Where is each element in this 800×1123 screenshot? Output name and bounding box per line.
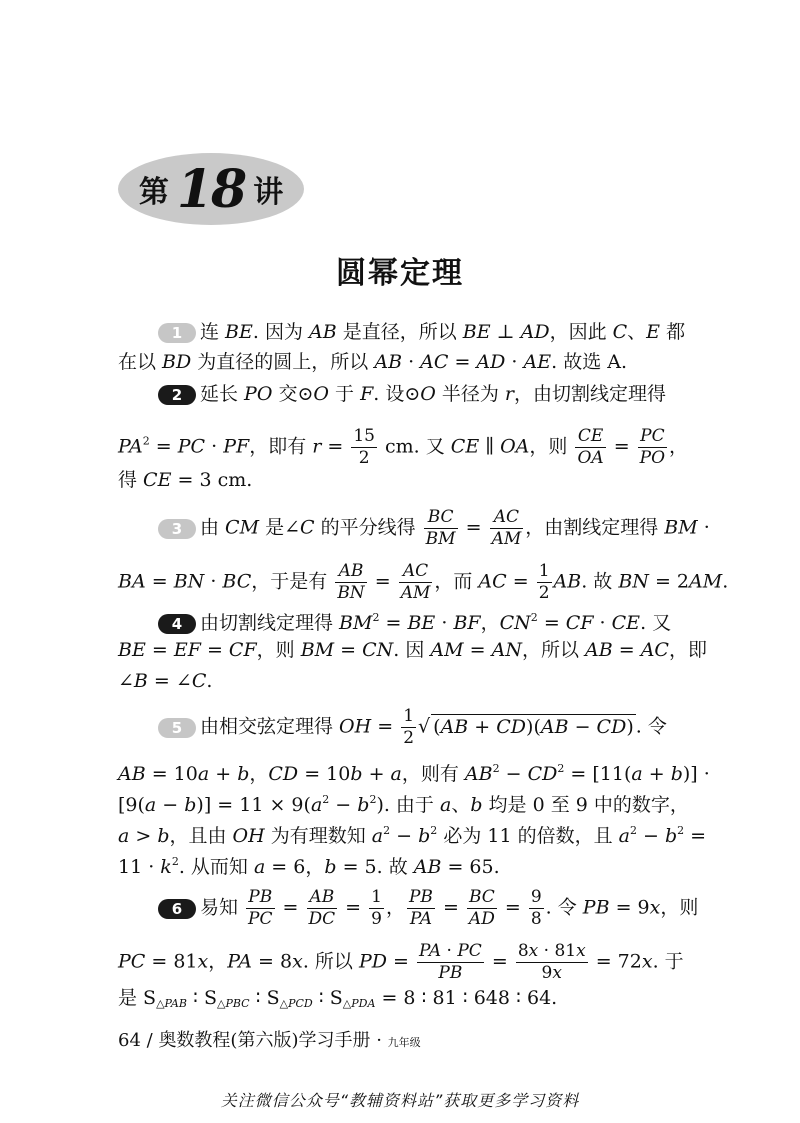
lecture-prefix: 第 xyxy=(138,175,169,210)
solution-3-line-2: BA = BN · BC，于是有 $\frac{AB}{BN}$ = $\frac{AC}{AM}$ ，而 AC = $\frac{1}{2}$ AB. 故 BN = 2AM. xyxy=(118,561,729,603)
page-title: 圆幂定理 xyxy=(336,256,464,291)
solution-4-line-3: ∠B = ∠C. xyxy=(118,670,213,692)
problem-1-badge: 1 xyxy=(158,323,196,343)
bottom-note: 关注微信公众号“教辅资料站”获取更多学习资料 xyxy=(220,1091,580,1110)
solution-5-line-4: a > b，且由 OH 为有理数知 $a^2 - b^2$ 必为 11 的倍数，且 $a^2 - b^2$ = xyxy=(118,824,707,847)
problem-6-badge: 6 xyxy=(158,899,196,919)
solution-5-line-1: 5 由相交弦定理得 OH = $\frac{1}{2}$ √ (AB + CD)(AB − CD) . 令 xyxy=(158,708,667,732)
solution-4-line-2: BE = EF = CF，则 BM = CN. 因 AM = AN，所以 AB = AC，即 xyxy=(118,639,707,661)
solution-6-line-3: 是 $S_{\triangle PAB}$ ∶ $S_{\triangle PBC}$ ∶ $S_{\triangle PCD}$ ∶ $S_{\triangle PDA} = 8$ ∶ 81 ∶ 648 ∶ 64. xyxy=(118,987,558,1010)
lecture-badge xyxy=(118,153,304,225)
page-footer xyxy=(118,1026,421,1052)
lecture-suffix: 讲 xyxy=(253,175,284,210)
solution-2-line-2: $PA^2$ = PC · PF，即有 r = $\frac{15}{2}$ cm. 又 CE ∥ OA，则 $\frac{CE}{OA}$ = $\frac{PC}{PO}$ ， xyxy=(118,426,689,468)
problem-2-badge: 2 xyxy=(158,385,196,405)
solution-2-line-3: 得 CE = 3 cm. xyxy=(118,469,253,491)
solution-6-line-2: PC = 81x，PA = 8x. 所以 PD = $\frac{PA \cdot PC}{PB}$ = $\frac{8x \cdot 81x}{9x}$ = 72x. 于 xyxy=(118,941,684,983)
solution-6-line-1: 6 易知 $\frac{PB}{PC}$ = $\frac{AB}{DC}$ = $\frac{1}{9}$ ， $\frac{PB}{PA}$ = $\frac{BC}{AD}$ = $\frac{9}{8}$ . 令 PB = 9x，则 xyxy=(158,889,698,913)
problem-3-badge: 3 xyxy=(158,519,196,539)
page-number: 64 / xyxy=(118,1030,153,1051)
grade-label: 九年级 xyxy=(387,1036,421,1049)
solution-4-line-1: 4 由切割线定理得 $BM^2$ = BE · BF，$CN^2$ = CF · CE. 又 xyxy=(158,606,671,630)
solution-3-line-1: 3 由 CM 是∠C 的平分线得 $\frac{BC}{BM}$ = $\frac{AC}{AM}$ ，由割线定理得 BM · xyxy=(158,509,710,533)
solution-1-line-2: 在以 BD 为直径的圆上，所以 AB · AC = AD · AE. 故选 A. xyxy=(118,351,627,373)
solution-5-line-5: $11 \cdot k^2$. 从而知 a = 6，b = 5. 故 AB = 65. xyxy=(118,855,500,878)
solution-1-line-1: 1 连 BE. 因为 AB 是直径，所以 BE ⊥ AD，因此 C、E 都 xyxy=(158,320,685,344)
book-title: 奥数教程(第六版)学习手册 · xyxy=(158,1030,382,1051)
solution-5-line-3: $[9(a - b)] = 11 \times 9(a^2 - b^2)$. 由于 a、b 均是 0 至 9 中的数字， xyxy=(118,793,689,816)
lecture-number: 18 xyxy=(176,158,246,220)
solution-5-line-2: AB = 10a + b，CD = 10b + a，则有 $AB^2 - CD^2 = [11(a + b)]$ · xyxy=(118,762,710,785)
solution-2-line-1: 2 延长 PO 交⊙O 于 F. 设⊙O 半径为 r，由切割线定理得 xyxy=(158,382,666,406)
problem-5-badge: 5 xyxy=(158,718,196,738)
problem-4-badge: 4 xyxy=(158,614,196,634)
